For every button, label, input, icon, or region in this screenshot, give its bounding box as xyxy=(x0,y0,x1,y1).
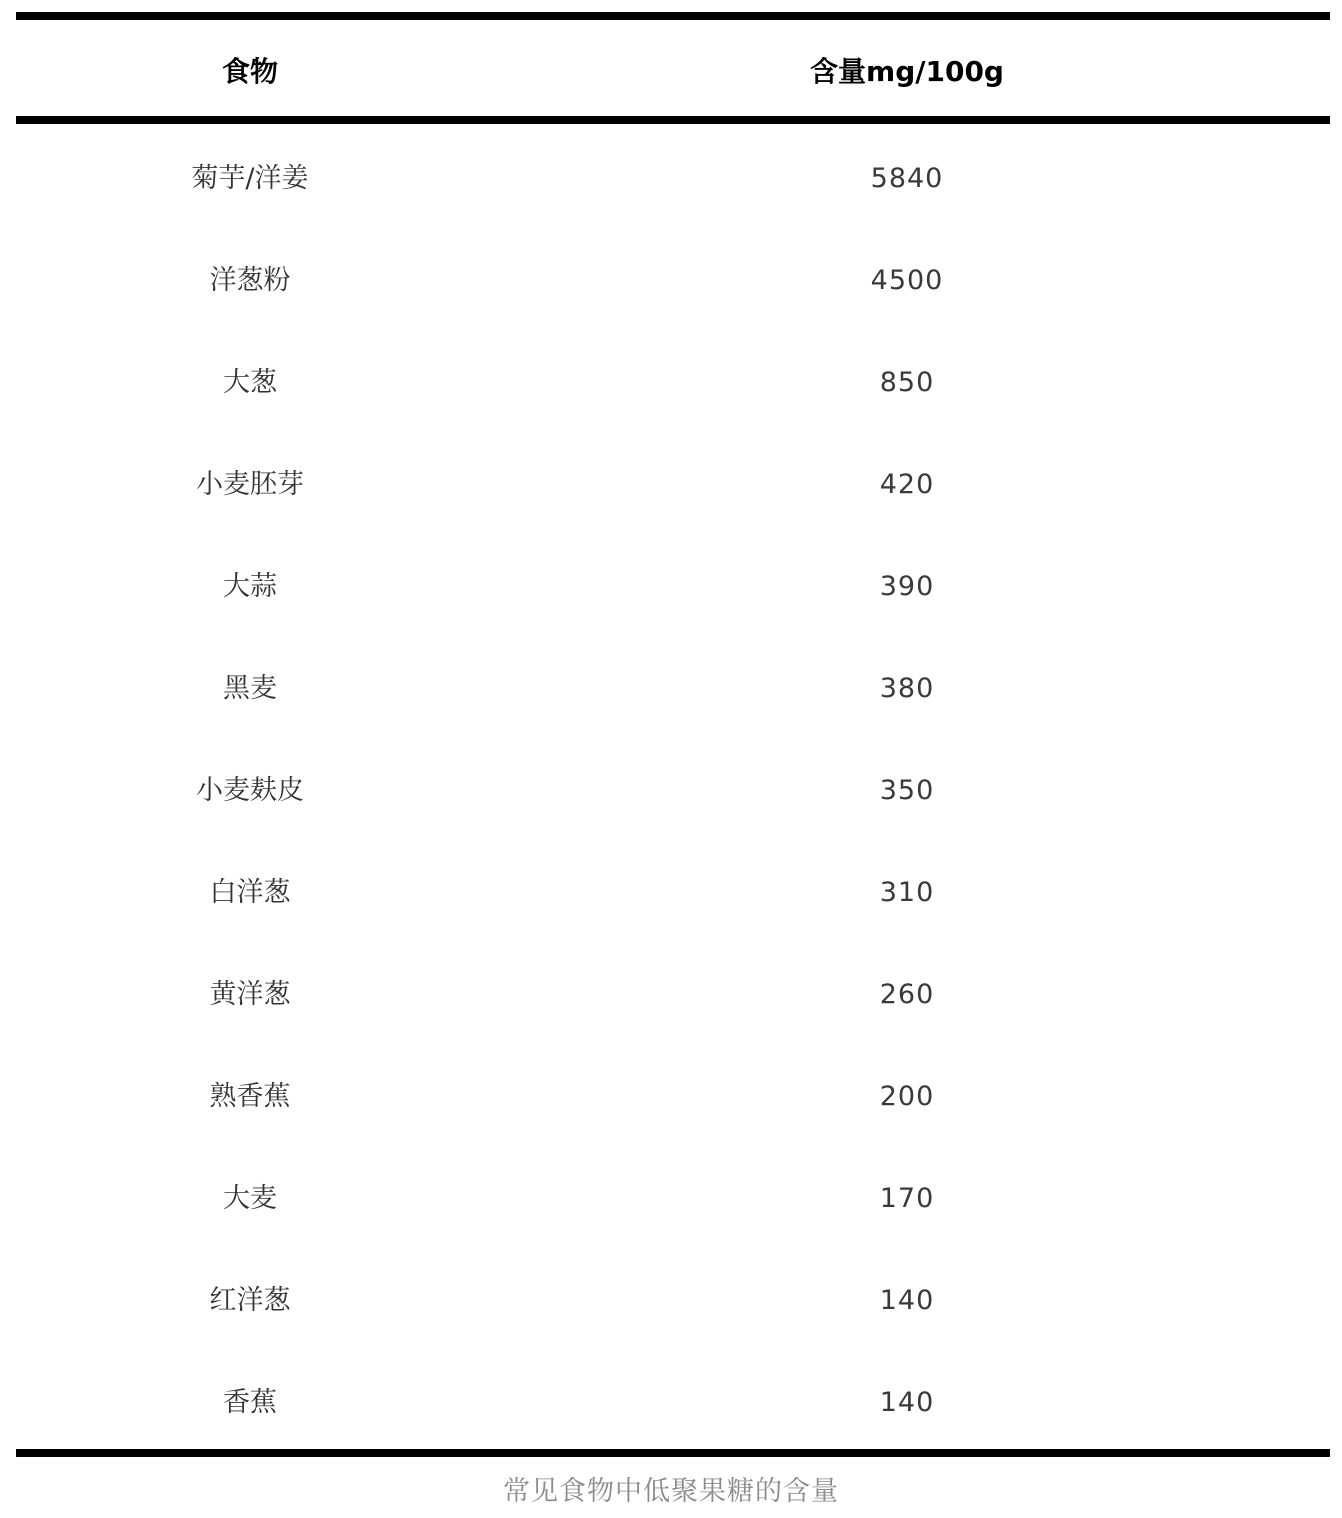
cell-food: 白洋葱 xyxy=(209,877,291,908)
cell-amount: 420 xyxy=(879,469,935,500)
table-header xyxy=(16,20,1330,116)
table-header-rule xyxy=(16,116,1330,124)
cell-food: 大麦 xyxy=(223,1183,277,1214)
table-row xyxy=(16,1046,1330,1148)
cell-amount: 200 xyxy=(879,1081,935,1112)
cell-food: 黑麦 xyxy=(223,673,277,704)
table-row xyxy=(16,740,1330,842)
cell-amount: 260 xyxy=(879,979,935,1010)
cell-amount: 140 xyxy=(879,1285,935,1316)
table-caption: 常见食物中低聚果糖的含量 xyxy=(503,1476,839,1507)
cell-food: 小麦胚芽 xyxy=(196,469,304,500)
cell-amount: 140 xyxy=(879,1387,935,1418)
cell-amount: 850 xyxy=(879,367,935,398)
table-row xyxy=(16,1250,1330,1352)
cell-food: 洋葱粉 xyxy=(209,265,291,296)
cell-food: 熟香蕉 xyxy=(209,1081,291,1112)
cell-food: 大葱 xyxy=(223,367,277,398)
cell-amount: 350 xyxy=(879,775,935,806)
cell-food: 香蕉 xyxy=(223,1387,277,1418)
header-amount: 含量mg/100g xyxy=(810,55,1004,88)
table-row xyxy=(16,944,1330,1046)
table-row xyxy=(16,536,1330,638)
table-row xyxy=(16,128,1330,230)
table-row xyxy=(16,1352,1330,1454)
cell-amount: 170 xyxy=(879,1183,935,1214)
table-row xyxy=(16,230,1330,332)
header-food: 食物 xyxy=(221,55,278,88)
table-row xyxy=(16,842,1330,944)
cell-amount: 380 xyxy=(879,673,935,704)
cell-food: 黄洋葱 xyxy=(209,979,291,1010)
table-row xyxy=(16,332,1330,434)
cell-food: 小麦麸皮 xyxy=(196,775,304,806)
cell-amount: 5840 xyxy=(870,163,944,194)
table-row xyxy=(16,638,1330,740)
table-row xyxy=(16,1148,1330,1250)
cell-food: 红洋葱 xyxy=(209,1285,291,1316)
cell-food: 菊芋/洋姜 xyxy=(191,163,309,194)
cell-amount: 310 xyxy=(879,877,935,908)
table-row xyxy=(16,434,1330,536)
cell-food: 大蒜 xyxy=(223,571,277,602)
cell-amount: 390 xyxy=(879,571,935,602)
table-bottom-rule xyxy=(16,1449,1330,1457)
cell-amount: 4500 xyxy=(870,265,944,296)
table-top-rule xyxy=(16,12,1330,20)
